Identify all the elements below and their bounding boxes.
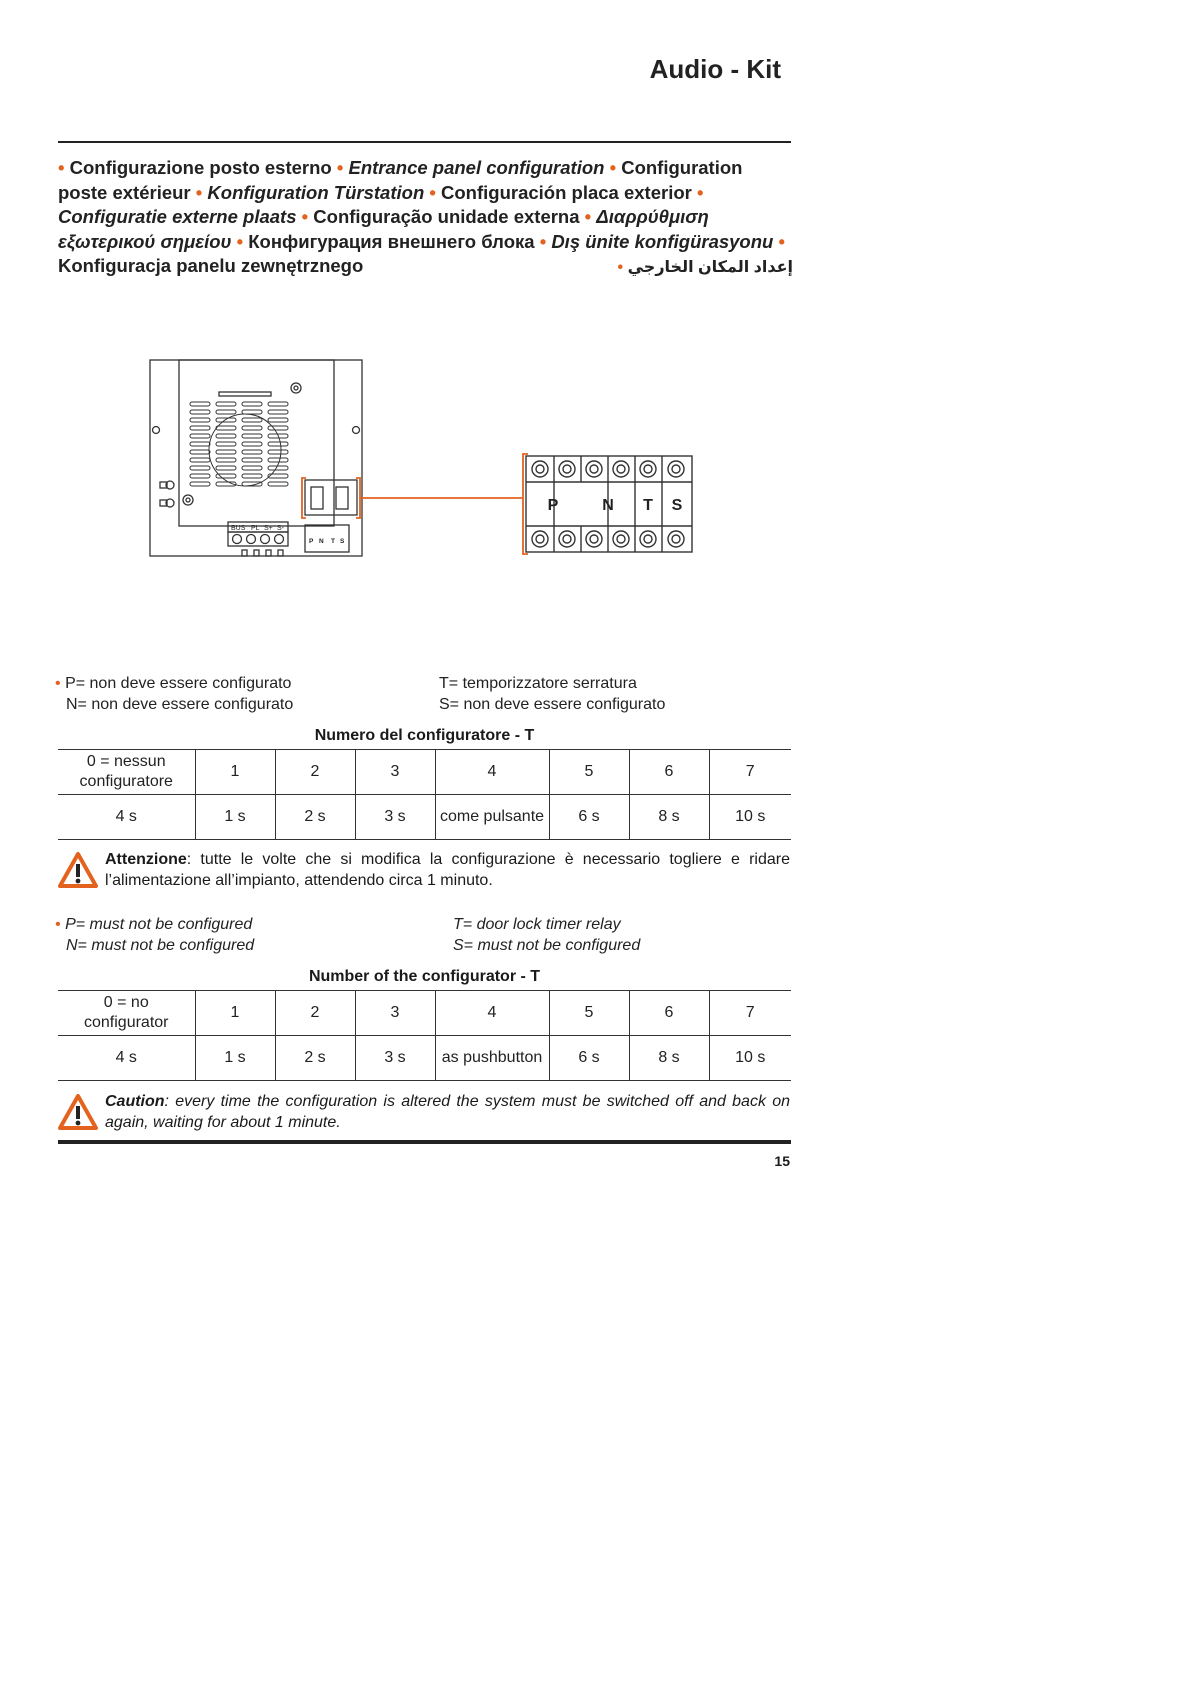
heading-part: Configuração unidade externa [313,206,580,227]
table-cell: 6 s [549,795,629,840]
table-cell: 5 [549,991,629,1036]
zoom-label-n: N [602,497,614,514]
terminal-label: S+ [264,525,273,532]
table-title-it: Numero del configuratore - T [314,727,535,744]
table-cell: 6 [629,750,709,795]
zoom-label-s: S [671,497,683,514]
legend-n-it: N= non deve essere configurato [66,696,294,713]
configurator-table-en [58,990,791,1081]
config-label: N [319,538,324,545]
table-title-en: Number of the configurator - T [308,968,541,985]
heading-part: Konfiguracja panelu zewnętrznego [58,255,364,276]
terminal-label: S- [277,525,284,532]
warning-icon [57,1093,99,1131]
legend-s-en: S= must not be configured [453,937,641,954]
config-label: T [331,538,335,545]
legend-n-en: N= must not be configured [66,937,255,954]
warning-icon [57,851,99,889]
table-cell: 8 s [629,795,709,840]
table-cell: 2 s [275,795,355,840]
heading-part: Dış ünite konfigürasyonu [551,230,774,252]
heading-part: Конфигурация внешнего блока [248,230,535,252]
heading-part: Konfiguration Türstation [207,181,425,203]
table-cell: 4 s [115,1049,137,1066]
zoom-label-p: P [547,497,559,514]
heading-part: Configurazione posto esterno [69,157,332,178]
configurator-table-it [58,749,791,840]
table-cell: 3 [355,991,435,1036]
terminal-labels [231,525,285,532]
table-cell: 2 s [275,1036,355,1081]
table-cell: 4 [435,991,549,1036]
table-cell: 3 [355,750,435,795]
heading-part: Entrance panel configuration [348,157,605,178]
configurator-mini-labels [309,538,345,545]
terminal-label: BUS [231,525,246,532]
top-rule [58,141,791,143]
table-cell: 7 [709,991,791,1036]
table-cell: 0 = no configurator [84,994,169,1031]
table-row [58,795,791,840]
config-label: P [309,538,314,545]
table-cell: 5 [549,750,629,795]
bottom-rule [58,1140,791,1144]
table-cell: come pulsante [435,795,549,840]
table-cell: 1 [195,991,275,1036]
config-label: S [340,538,345,545]
table-row [58,991,791,1036]
table-cell: 8 s [629,1036,709,1081]
section-heading: • Configurazione posto esterno • Entrance panel configuration • Configuration poste extérieur • Konfiguration Türstation • Configuración placa exterior • Configuratie externe plaats • Configuração unidade externa • Διαρρύθμιση εξωτερικού σημείου • Конфигурация внешнего блока • Dış ünite konfigürasyonu • Konfiguracja panelu zewnętrznego إعداد المكان الخارجي • [58,156,793,281]
page-number: 15 [774,1153,790,1169]
legend-p-it: • P= non deve essere configurato [55,675,292,692]
table-row [58,750,791,795]
legend-t-en: T= door lock timer relay [453,916,621,933]
table-cell: 2 [275,991,355,1036]
legend-s-it: S= non deve essere configurato [439,696,666,713]
table-cell: 10 s [709,1036,791,1081]
table-cell: 2 [275,750,355,795]
legend-t-it: T= temporizzatore serratura [439,675,637,692]
table-cell: 6 [629,991,709,1036]
table-cell: 1 [195,750,275,795]
heading-part: Διαρρύθμιση εξωτερικού σημείου [58,206,709,252]
zoom-label-t: T [643,497,653,514]
table-cell: 4 [435,750,549,795]
table-cell: 0 = nessun configuratore [79,753,173,790]
table-cell: 10 s [709,795,791,840]
table-cell: 7 [709,750,791,795]
table-cell: 3 s [355,1036,435,1081]
table-cell: 6 s [549,1036,629,1081]
warning-text-en: Caution: every time the configuration is altered the system must be switched off and back on again, waiting for about 1 minute. [105,1093,790,1131]
entrance-panel-diagram [130,350,730,570]
warning-text-it: Attenzione: tutte le volte che si modifica la configurazione è necessario togliere e ridare l’alimentazione all’impianto, attendendo circa 1 minuto. [105,851,790,889]
table-cell: as pushbutton [435,1036,549,1081]
table-cell: 1 s [195,795,275,840]
heading-bullet: • [58,157,65,178]
legend-p-en: • P= must not be configured [55,916,253,933]
heading-part: Configuration poste extérieur [58,157,743,203]
page-title: Audio - Kit [649,54,781,84]
terminal-label: PL [251,525,260,532]
heading-arabic: إعداد المكان الخارجي • [617,259,793,276]
table-cell: 4 s [115,808,137,825]
heading-part: Configuratie externe plaats [58,206,297,227]
heading-part: Configuración placa exterior [441,181,692,203]
table-cell: 3 s [355,795,435,840]
table-cell: 1 s [195,1036,275,1081]
table-row [58,1036,791,1081]
